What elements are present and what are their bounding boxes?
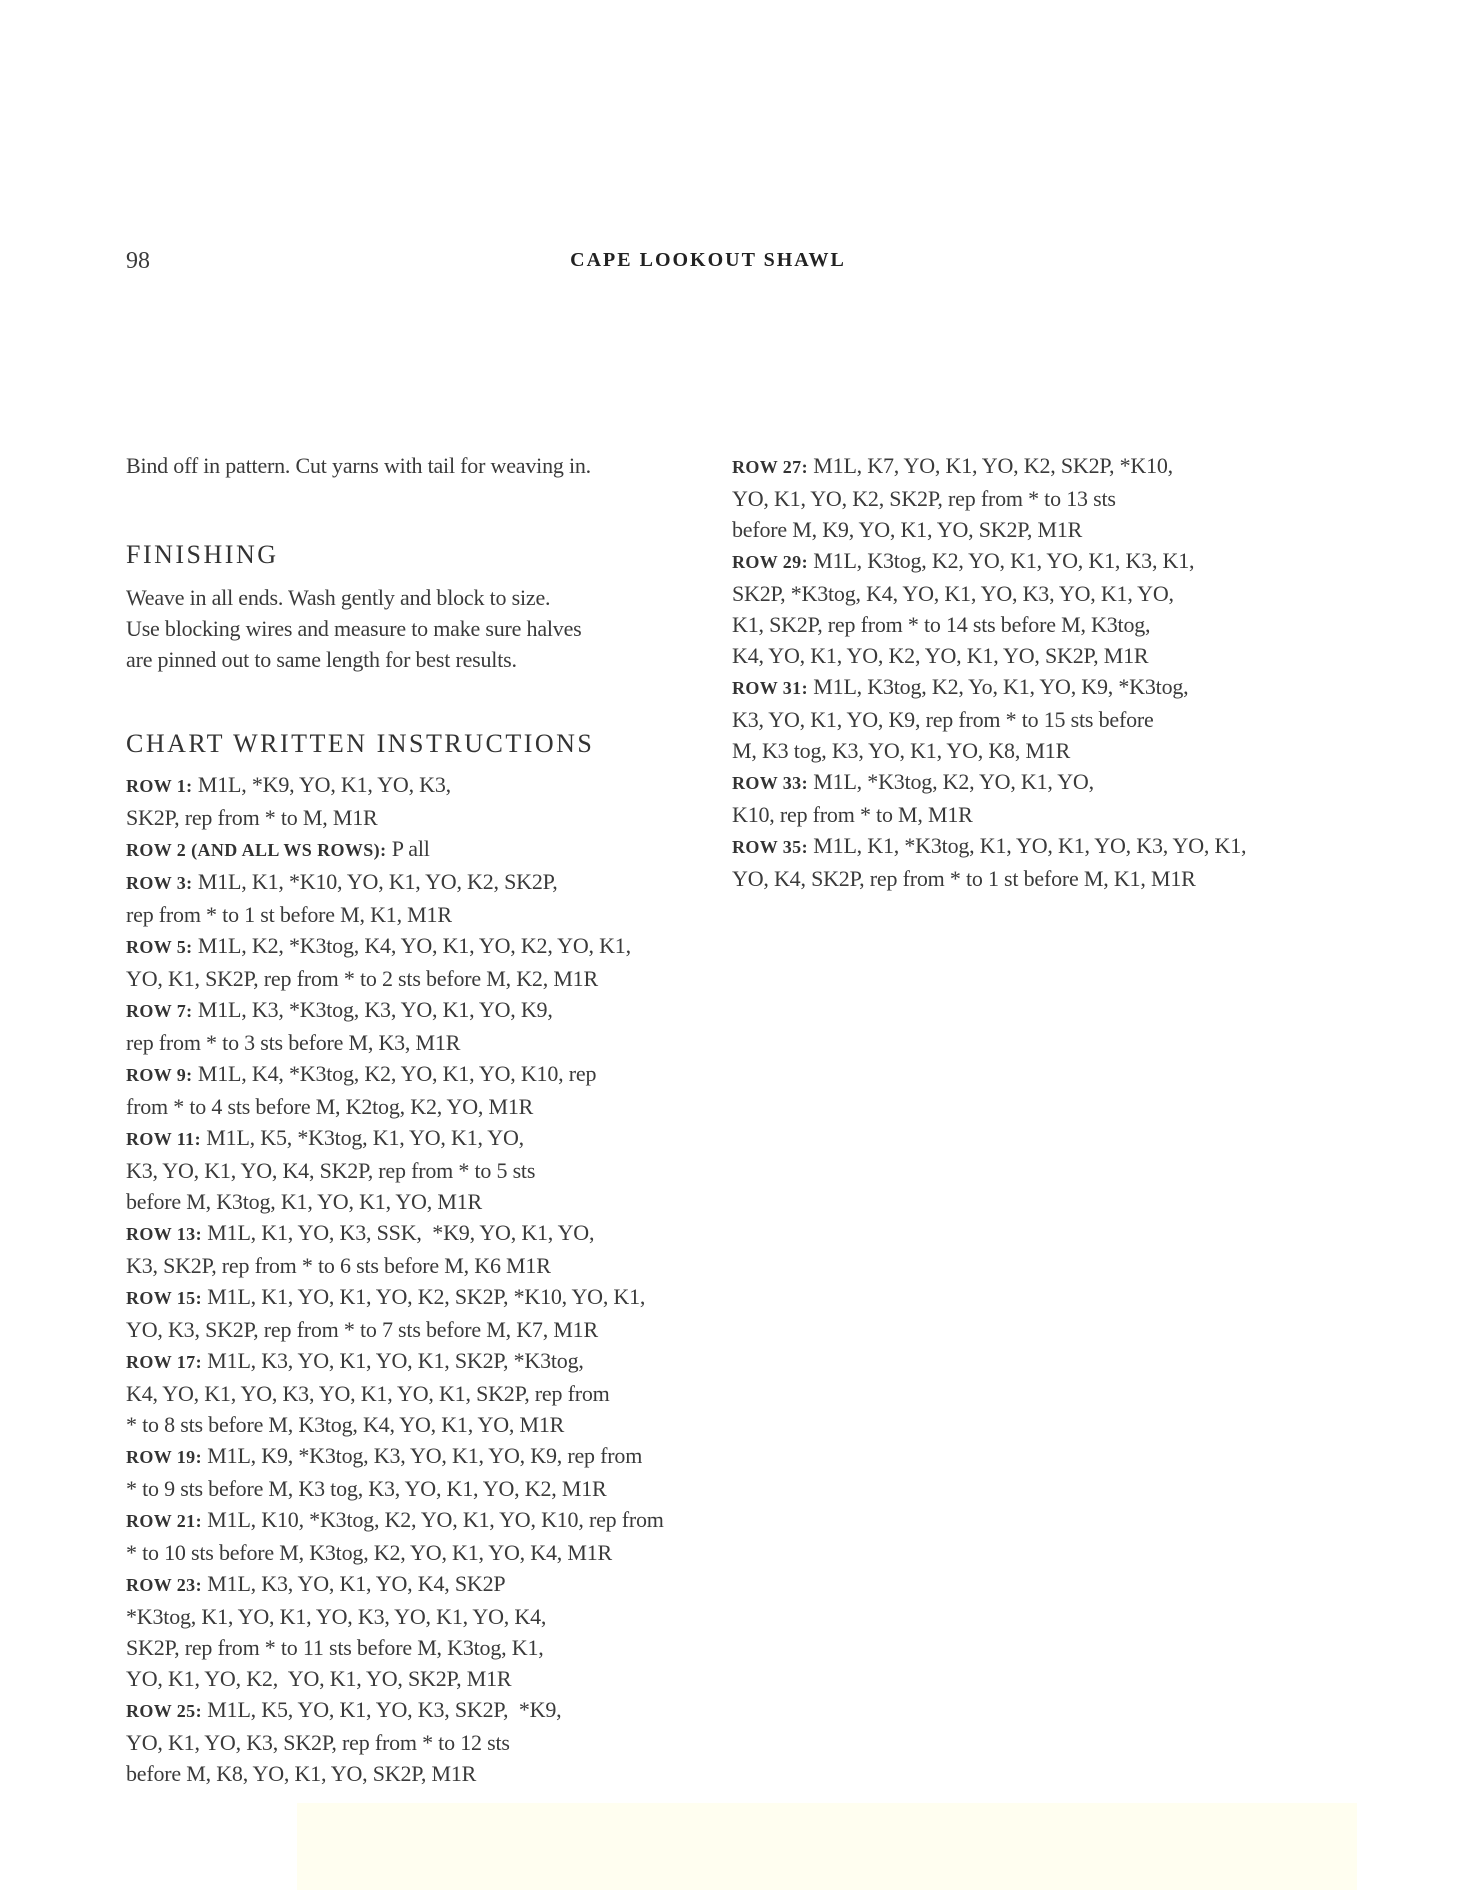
row-label: ROW 25: [126, 1701, 202, 1721]
row-label: ROW 7: [126, 1001, 193, 1021]
instruction-line: YO, K1, YO, K2, SK2P, rep from * to 13 sts [732, 486, 1116, 511]
instruction-line: YO, K4, SK2P, rep from * to 1 st before M, K1, M1R [732, 866, 1196, 891]
row-label: ROW 5: [126, 937, 193, 957]
instruction-line: before M, K9, YO, K1, YO, SK2P, M1R [732, 517, 1083, 542]
instruction-line: ROW 23: M1L, K3, YO, K1, YO, K4, SK2P [126, 1571, 506, 1596]
chart-instructions-heading: CHART WRITTEN INSTRUCTIONS [126, 729, 595, 758]
instruction-line: YO, K1, YO, K2, YO, K1, YO, SK2P, M1R [126, 1666, 512, 1691]
finishing-paragraph [126, 582, 732, 675]
instruction-line: before M, K8, YO, K1, YO, SK2P, M1R [126, 1761, 477, 1786]
row-label: ROW 27: [732, 457, 808, 477]
instruction-line: YO, K1, YO, K3, SK2P, rep from * to 12 sts [126, 1730, 510, 1755]
instruction-line: ROW 29: M1L, K3tog, K2, YO, K1, YO, K1, K3, K1, [732, 548, 1195, 573]
instruction-line: K3, YO, K1, YO, K4, SK2P, rep from * to 5 sts [126, 1158, 536, 1183]
instruction-line: ROW 9: M1L, K4, *K3tog, K2, YO, K1, YO, K10, rep [126, 1061, 597, 1086]
instruction-line: ROW 11: M1L, K5, *K3tog, K1, YO, K1, YO, [126, 1125, 524, 1150]
instruction-line: ROW 5: M1L, K2, *K3tog, K4, YO, K1, YO, K2, YO, K1, [126, 933, 631, 958]
instruction-line: ROW 27: M1L, K7, YO, K1, YO, K2, SK2P, *K10, [732, 453, 1173, 478]
instruction-line: ROW 15: M1L, K1, YO, K1, YO, K2, SK2P, *K10, YO, K1, [126, 1284, 646, 1309]
row-label: ROW 11: [126, 1129, 201, 1149]
row-label: ROW 35: [732, 837, 808, 857]
page-title: CAPE LOOKOUT SHAWL [570, 249, 846, 271]
instruction-line: ROW 19: M1L, K9, *K3tog, K3, YO, K1, YO, K9, rep from [126, 1443, 643, 1468]
intro-text: Bind off in pattern. Cut yarns with tail for weaving in. [126, 453, 591, 478]
row-label: ROW 31: [732, 678, 808, 698]
instruction-line: K1, SK2P, rep from * to 14 sts before M, K3tog, [732, 612, 1151, 637]
instruction-line: SK2P, *K3tog, K4, YO, K1, YO, K3, YO, K1, YO, [732, 581, 1174, 606]
instruction-line: before M, K3tog, K1, YO, K1, YO, M1R [126, 1189, 482, 1214]
page-number: 98 [126, 248, 150, 274]
photo-edge [297, 1803, 1357, 1890]
instruction-line: ROW 33: M1L, *K3tog, K2, YO, K1, YO, [732, 769, 1094, 794]
instruction-line: rep from * to 1 st before M, K1, M1R [126, 902, 452, 927]
instruction-line: K4, YO, K1, YO, K3, YO, K1, YO, K1, SK2P, rep from [126, 1381, 610, 1406]
instruction-line: ROW 3: M1L, K1, *K10, YO, K1, YO, K2, SK2P, [126, 869, 558, 894]
instruction-line: K3, SK2P, rep from * to 6 sts before M, K6 M1R [126, 1253, 551, 1278]
instruction-line: ROW 21: M1L, K10, *K3tog, K2, YO, K1, YO, K10, rep from [126, 1507, 664, 1532]
row-label: ROW 17: [126, 1352, 202, 1372]
instruction-line: M, K3 tog, K3, YO, K1, YO, K8, M1R [732, 738, 1071, 763]
row-label: ROW 23: [126, 1575, 202, 1595]
instruction-line: ROW 7: M1L, K3, *K3tog, K3, YO, K1, YO, K9, [126, 997, 553, 1022]
instruction-line: ROW 13: M1L, K1, YO, K3, SSK, *K9, YO, K1, YO, [126, 1220, 595, 1245]
row-label: ROW 29: [732, 552, 808, 572]
instruction-line: K3, YO, K1, YO, K9, rep from * to 15 sts before [732, 707, 1154, 732]
row-label: ROW 9: [126, 1065, 193, 1085]
instruction-line: YO, K3, SK2P, rep from * to 7 sts before M, K7, M1R [126, 1317, 598, 1342]
instruction-line: ROW 17: M1L, K3, YO, K1, YO, K1, SK2P, *K3tog, [126, 1348, 584, 1373]
chart-rows-right [732, 450, 1312, 894]
right-column [732, 450, 1312, 894]
finishing-heading: FINISHING [126, 540, 279, 569]
row-label: ROW 21: [126, 1511, 202, 1531]
row-label: ROW 13: [126, 1224, 202, 1244]
text-line: Use blocking wires and measure to make sure halves [126, 616, 582, 641]
left-column [126, 450, 732, 1789]
instruction-line: from * to 4 sts before M, K2tog, K2, YO, M1R [126, 1094, 534, 1119]
instruction-line: * to 10 sts before M, K3tog, K2, YO, K1, YO, K4, M1R [126, 1540, 613, 1565]
row-label: ROW 1: [126, 776, 193, 796]
row-label: ROW 19: [126, 1447, 202, 1467]
instruction-line: ROW 35: M1L, K1, *K3tog, K1, YO, K1, YO, K3, YO, K1, [732, 833, 1247, 858]
chart-rows-left [126, 769, 732, 1789]
row-label: ROW 2 (AND ALL WS ROWS): [126, 840, 387, 860]
instruction-line: SK2P, rep from * to M, M1R [126, 805, 378, 830]
row-label: ROW 15: [126, 1288, 202, 1308]
instruction-line: ROW 1: M1L, *K9, YO, K1, YO, K3, [126, 772, 451, 797]
instruction-line: K4, YO, K1, YO, K2, YO, K1, YO, SK2P, M1R [732, 643, 1149, 668]
instruction-line: YO, K1, SK2P, rep from * to 2 sts before M, K2, M1R [126, 966, 598, 991]
instruction-line: * to 9 sts before M, K3 tog, K3, YO, K1, YO, K2, M1R [126, 1476, 607, 1501]
instruction-line: *K3tog, K1, YO, K1, YO, K3, YO, K1, YO, K4, [126, 1604, 547, 1629]
text-line: Weave in all ends. Wash gently and block to size. [126, 585, 551, 610]
instruction-line: SK2P, rep from * to 11 sts before M, K3tog, K1, [126, 1635, 544, 1660]
text-line: are pinned out to same length for best results. [126, 647, 517, 672]
instruction-line: ROW 31: M1L, K3tog, K2, Yo, K1, YO, K9, *K3tog, [732, 674, 1189, 699]
page-header [126, 246, 1290, 280]
instruction-line: ROW 25: M1L, K5, YO, K1, YO, K3, SK2P, *K9, [126, 1697, 562, 1722]
instruction-line: * to 8 sts before M, K3tog, K4, YO, K1, YO, M1R [126, 1412, 565, 1437]
instruction-line: K10, rep from * to M, M1R [732, 802, 973, 827]
row-label: ROW 3: [126, 873, 193, 893]
instruction-line: rep from * to 3 sts before M, K3, M1R [126, 1030, 461, 1055]
row-label: ROW 33: [732, 773, 808, 793]
instruction-line: ROW 2 (AND ALL WS ROWS): P all [126, 836, 430, 861]
